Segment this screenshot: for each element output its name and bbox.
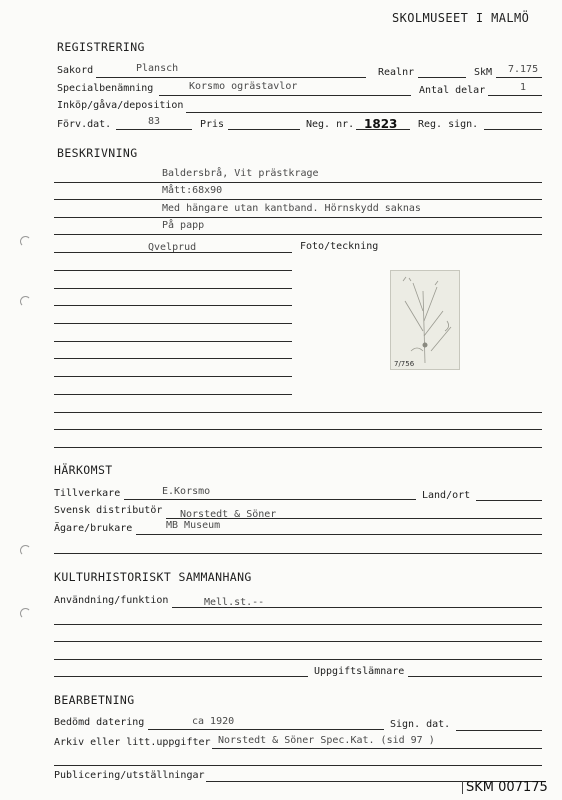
agare-brukare-label: Ägare/brukare [54, 523, 133, 534]
neg-nr-field[interactable] [356, 129, 410, 130]
inkop-label: Inköp/gåva/deposition [57, 100, 184, 111]
skm-label: SkM [474, 67, 493, 78]
beskrivning-rule-1[interactable] [54, 182, 542, 183]
beskrivning-rule-13[interactable] [54, 394, 292, 395]
specialbenamning-label: Specialbenämning [57, 83, 154, 94]
beskrivning-line-4: På papp [162, 220, 205, 231]
tillverkare-label: Tillverkare [54, 488, 121, 499]
kultur-rule-4[interactable] [54, 676, 308, 677]
beskrivning-rule-5[interactable] [54, 252, 292, 253]
harkomst-heading: HÄRKOMST [54, 463, 113, 477]
distributor-field[interactable] [166, 518, 542, 519]
beskrivning-rule-3[interactable] [54, 217, 542, 218]
antal-delar-value: 1 [520, 82, 527, 93]
specialbenamning-field[interactable] [159, 95, 411, 96]
arkiv-field[interactable] [212, 748, 542, 749]
tillverkare-value: E.Korsmo [162, 486, 211, 497]
inkop-field[interactable] [186, 112, 542, 113]
beskrivning-rule-8[interactable] [54, 305, 292, 306]
realnr-label: Realnr [378, 67, 415, 78]
beskrivning-line-1: Baldersbrå, Vit prästkrage [162, 168, 319, 179]
datering-value: ca 1920 [192, 716, 235, 727]
arkiv-label: Arkiv eller litt.uppgifter [54, 737, 211, 748]
sakord-value: Plansch [136, 63, 179, 74]
reg-sign-label: Reg. sign. [418, 119, 479, 130]
punch-hole-icon [20, 236, 31, 247]
reg-sign-field[interactable] [484, 129, 542, 130]
beskrivning-rule-9[interactable] [54, 323, 292, 324]
beskrivning-rule-4[interactable] [54, 234, 542, 235]
land-ort-field[interactable] [476, 500, 542, 501]
anvandning-field[interactable] [172, 607, 542, 608]
beskrivning-line-3: Med hängare utan kantband. Hörnskydd saknas [162, 203, 421, 214]
beskrivning-heading: BESKRIVNING [57, 146, 138, 160]
beskrivning-rule-6[interactable] [54, 270, 292, 271]
forv-dat-value: 83 [148, 116, 161, 127]
publicering-label: Publicering/utställningar [54, 770, 205, 781]
uppgiftslamnare-label: Uppgiftslämnare [314, 666, 405, 677]
catalogue-code: SKM 007175 [462, 781, 548, 794]
sakord-label: Sakord [57, 65, 94, 76]
skm-value: 7.175 [508, 64, 539, 75]
beskrivning-rule-15[interactable] [54, 429, 542, 430]
beskrivning-line-2: Mått:68x90 [162, 185, 223, 196]
forv-dat-field[interactable] [116, 129, 192, 130]
harkomst-rule[interactable] [54, 553, 542, 554]
beskrivning-extra-value: Qvelprud [148, 242, 197, 253]
beskrivning-rule-7[interactable] [54, 288, 292, 289]
museum-title: SKOLMUSEET I MALMÖ [392, 11, 530, 25]
punch-hole-icon [20, 296, 31, 307]
beskrivning-rule-16[interactable] [54, 447, 542, 448]
specialbenamning-value: Korsmo ogrästavlor [189, 81, 298, 92]
antal-delar-label: Antal delar [419, 85, 486, 96]
distributor-value: Norstedt & Söner [180, 509, 277, 520]
arkiv-value: Norstedt & Söner Spec.Kat. (sid 97 ) [218, 735, 435, 746]
beskrivning-rule-10[interactable] [54, 341, 292, 342]
plant-illustration-icon [391, 271, 459, 369]
skm-field[interactable] [496, 77, 542, 78]
registrering-heading: REGISTRERING [57, 40, 145, 54]
anvandning-value: Mell.st.-- [204, 597, 265, 608]
pris-field[interactable] [228, 129, 300, 130]
sign-dat-field[interactable] [456, 730, 542, 731]
datering-label: Bedömd datering [54, 717, 145, 728]
forv-dat-label: Förv.dat. [57, 119, 112, 130]
distributor-label: Svensk distributör [54, 505, 163, 516]
bearbetning-heading: BEARBETNING [54, 693, 135, 707]
beskrivning-rule-11[interactable] [54, 358, 292, 359]
kultur-rule-1[interactable] [54, 624, 542, 625]
kultur-rule-2[interactable] [54, 641, 542, 642]
tillverkare-field[interactable] [124, 499, 416, 500]
sign-dat-label: Sign. dat. [390, 719, 451, 730]
agare-brukare-value: MB Museum [166, 520, 221, 531]
sakord-field[interactable] [96, 77, 366, 78]
pris-label: Pris [200, 119, 225, 130]
kultur-rule-3[interactable] [54, 659, 542, 660]
land-ort-label: Land/ort [422, 490, 471, 501]
punch-hole-icon [20, 608, 31, 619]
realnr-field[interactable] [418, 77, 466, 78]
bearbetning-rule[interactable] [54, 765, 542, 766]
neg-nr-label: Neg. nr. [306, 119, 355, 130]
foto-teckning-label: Foto/teckning [300, 241, 379, 252]
beskrivning-rule-12[interactable] [54, 376, 292, 377]
kultur-heading: KULTURHISTORISKT SAMMANHANG [54, 570, 252, 584]
agare-brukare-field[interactable] [136, 534, 542, 535]
anvandning-label: Användning/funktion [54, 595, 169, 606]
datering-field[interactable] [148, 729, 384, 730]
punch-hole-icon [20, 545, 31, 556]
uppgiftslamnare-field[interactable] [408, 676, 542, 677]
beskrivning-rule-14[interactable] [54, 412, 542, 413]
photo-code: 7/756 [394, 360, 415, 368]
antal-delar-field[interactable] [488, 95, 542, 96]
poster-photo [390, 270, 460, 370]
neg-nr-value: 1823 [364, 117, 398, 131]
beskrivning-rule-2[interactable] [54, 199, 542, 200]
